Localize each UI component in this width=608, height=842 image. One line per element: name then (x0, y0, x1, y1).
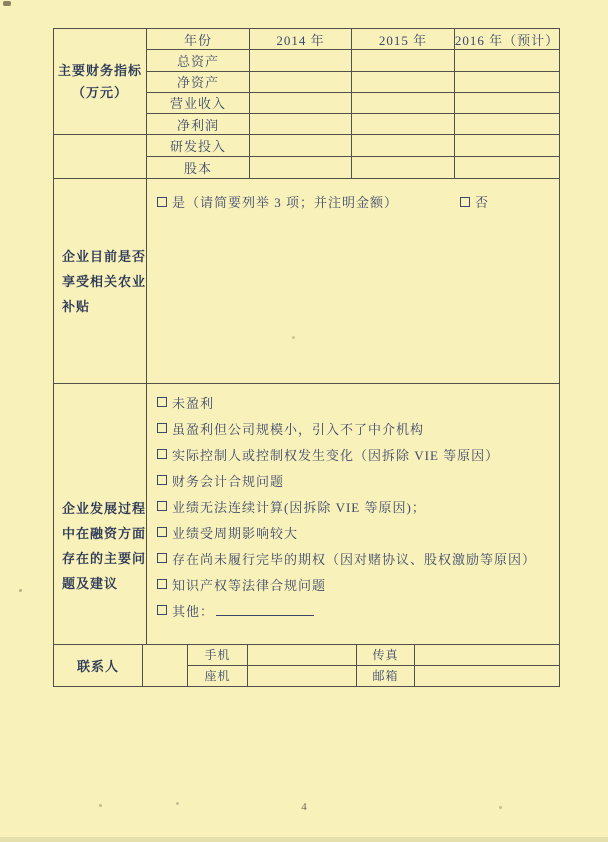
checkbox-no-icon[interactable] (460, 197, 470, 207)
data-cell-empty[interactable] (455, 114, 559, 135)
form-table (53, 28, 560, 687)
checkbox-icon[interactable] (157, 423, 167, 433)
subsidy-section-label (54, 179, 147, 383)
financial-section-label-line1: 主要财务指标 (57, 62, 142, 78)
page-number: 4 (301, 801, 307, 813)
checkbox-yes-icon[interactable] (157, 197, 167, 207)
data-cell-empty[interactable] (352, 157, 455, 178)
data-cell-empty[interactable] (250, 135, 352, 156)
problem-item-label: 财务会计合规问题 (172, 473, 285, 489)
data-cell-empty[interactable] (455, 72, 559, 93)
subsidy-yes-label: 是（请简要列举 3 项；并注明金额） (172, 195, 399, 210)
checkbox-icon[interactable] (157, 579, 167, 589)
scan-speck (19, 589, 22, 592)
left-empty-cell (54, 135, 147, 178)
problem-item-performance-continuity (157, 493, 559, 519)
data-cell-empty[interactable] (352, 114, 455, 135)
row-label-operating-revenue: 营业收入 (147, 93, 250, 114)
subsidy-section (54, 178, 559, 383)
email-label-cell: 邮箱 (357, 666, 415, 687)
other-fill-in-blank[interactable] (216, 604, 314, 616)
problem-item-cycle-impact (157, 519, 559, 545)
problems-label-line1: 企业发展过程 (62, 501, 147, 516)
subsidy-label-line2: 享受相关农业 (62, 273, 147, 289)
checkbox-icon[interactable] (157, 605, 167, 615)
data-cell-empty[interactable] (250, 114, 352, 135)
problem-item-label: 未盈利 (172, 395, 215, 411)
scan-speck (292, 336, 295, 339)
fax-label-cell: 传真 (357, 645, 415, 666)
problem-item-label: 其他： (172, 603, 215, 619)
problem-item-small-scale (157, 415, 559, 441)
scan-bottom-shadow (0, 837, 608, 842)
fax-value-cell-empty[interactable] (415, 645, 559, 666)
data-cell-empty[interactable] (352, 50, 455, 71)
scan-speck (3, 1, 11, 6)
data-cell-empty[interactable] (455, 157, 559, 178)
mobile-value-cell-empty[interactable] (248, 645, 357, 666)
financial-section-label (54, 29, 147, 135)
data-cell-empty[interactable] (352, 93, 455, 114)
data-cell-empty[interactable] (455, 93, 559, 114)
problem-item-label: 存在尚未履行完毕的期权（因对赌协议、股权激励等原因） (172, 551, 537, 567)
subsidy-no-option (460, 192, 489, 211)
problem-item-accounting-compliance (157, 467, 559, 493)
row-label-total-assets: 总资产 (147, 50, 250, 71)
row-label-net-assets: 净资产 (147, 72, 250, 93)
scan-speck (99, 804, 102, 807)
financial-indicators-section (54, 29, 559, 178)
mobile-label-cell: 手机 (188, 645, 248, 666)
year-header-cell: 年份 (147, 29, 250, 50)
checkbox-icon[interactable] (157, 475, 167, 485)
problem-item-label: 知识产权等法律合规问题 (172, 577, 327, 593)
data-cell-empty[interactable] (250, 93, 352, 114)
data-cell-empty[interactable] (352, 135, 455, 156)
scan-speck (176, 802, 179, 805)
row-label-rd-investment: 研发投入 (147, 135, 250, 156)
problem-item-label: 虽盈利但公司规模小，引入不了中介机构 (172, 421, 425, 437)
problem-item-not-profitable (157, 389, 559, 415)
problem-item-label: 实际控制人或控制权发生变化（因拆除 VIE 等原因） (172, 447, 500, 463)
problem-item-ip-compliance (157, 571, 559, 597)
problems-section-label (54, 384, 147, 644)
row-label-net-profit: 净利润 (147, 114, 250, 135)
problem-item-label: 业绩受周期影响较大 (172, 525, 299, 541)
financing-problems-section (54, 383, 559, 644)
checkbox-icon[interactable] (157, 449, 167, 459)
problem-item-unfulfilled-options (157, 545, 559, 571)
data-cell-empty[interactable] (352, 72, 455, 93)
problem-item-other (157, 597, 559, 623)
row-label-share-capital: 股本 (147, 157, 250, 178)
checkbox-icon[interactable] (157, 397, 167, 407)
problems-label-line2: 中在融资方面 (62, 526, 147, 541)
contact-name-cell-empty[interactable] (143, 645, 188, 686)
email-value-cell-empty[interactable] (415, 666, 559, 687)
problems-content-cell (147, 384, 559, 644)
checkbox-icon[interactable] (157, 553, 167, 563)
problem-item-control-change (157, 441, 559, 467)
subsidy-yes-option (157, 192, 398, 211)
problem-item-label: 业绩无法连续计算(因拆除 VIE 等原因)； (172, 499, 426, 515)
checkbox-icon[interactable] (157, 527, 167, 537)
subsidy-label-line1: 企业目前是否 (62, 248, 147, 264)
data-cell-empty[interactable] (455, 50, 559, 71)
scan-speck (499, 806, 502, 809)
checkbox-icon[interactable] (157, 501, 167, 511)
data-cell-empty[interactable] (455, 135, 559, 156)
year-column-2015: 2015 年 (352, 29, 455, 50)
year-column-2016: 2016 年（预计） (455, 29, 559, 50)
subsidy-no-label: 否 (475, 195, 490, 210)
subsidy-label-line3: 补贴 (62, 298, 91, 314)
data-cell-empty[interactable] (250, 50, 352, 71)
landline-label-cell: 座机 (188, 666, 248, 687)
data-cell-empty[interactable] (250, 157, 352, 178)
contact-section (54, 644, 559, 686)
contact-label-cell: 联系人 (54, 645, 143, 686)
problems-label-line3: 存在的主要问 (62, 551, 147, 566)
landline-value-cell-empty[interactable] (248, 666, 357, 687)
year-column-2014: 2014 年 (250, 29, 352, 50)
financial-section-label-line2: （万元） (71, 84, 128, 100)
problems-label-line4: 题及建议 (62, 576, 119, 591)
data-cell-empty[interactable] (250, 72, 352, 93)
subsidy-content-cell[interactable] (147, 179, 559, 383)
